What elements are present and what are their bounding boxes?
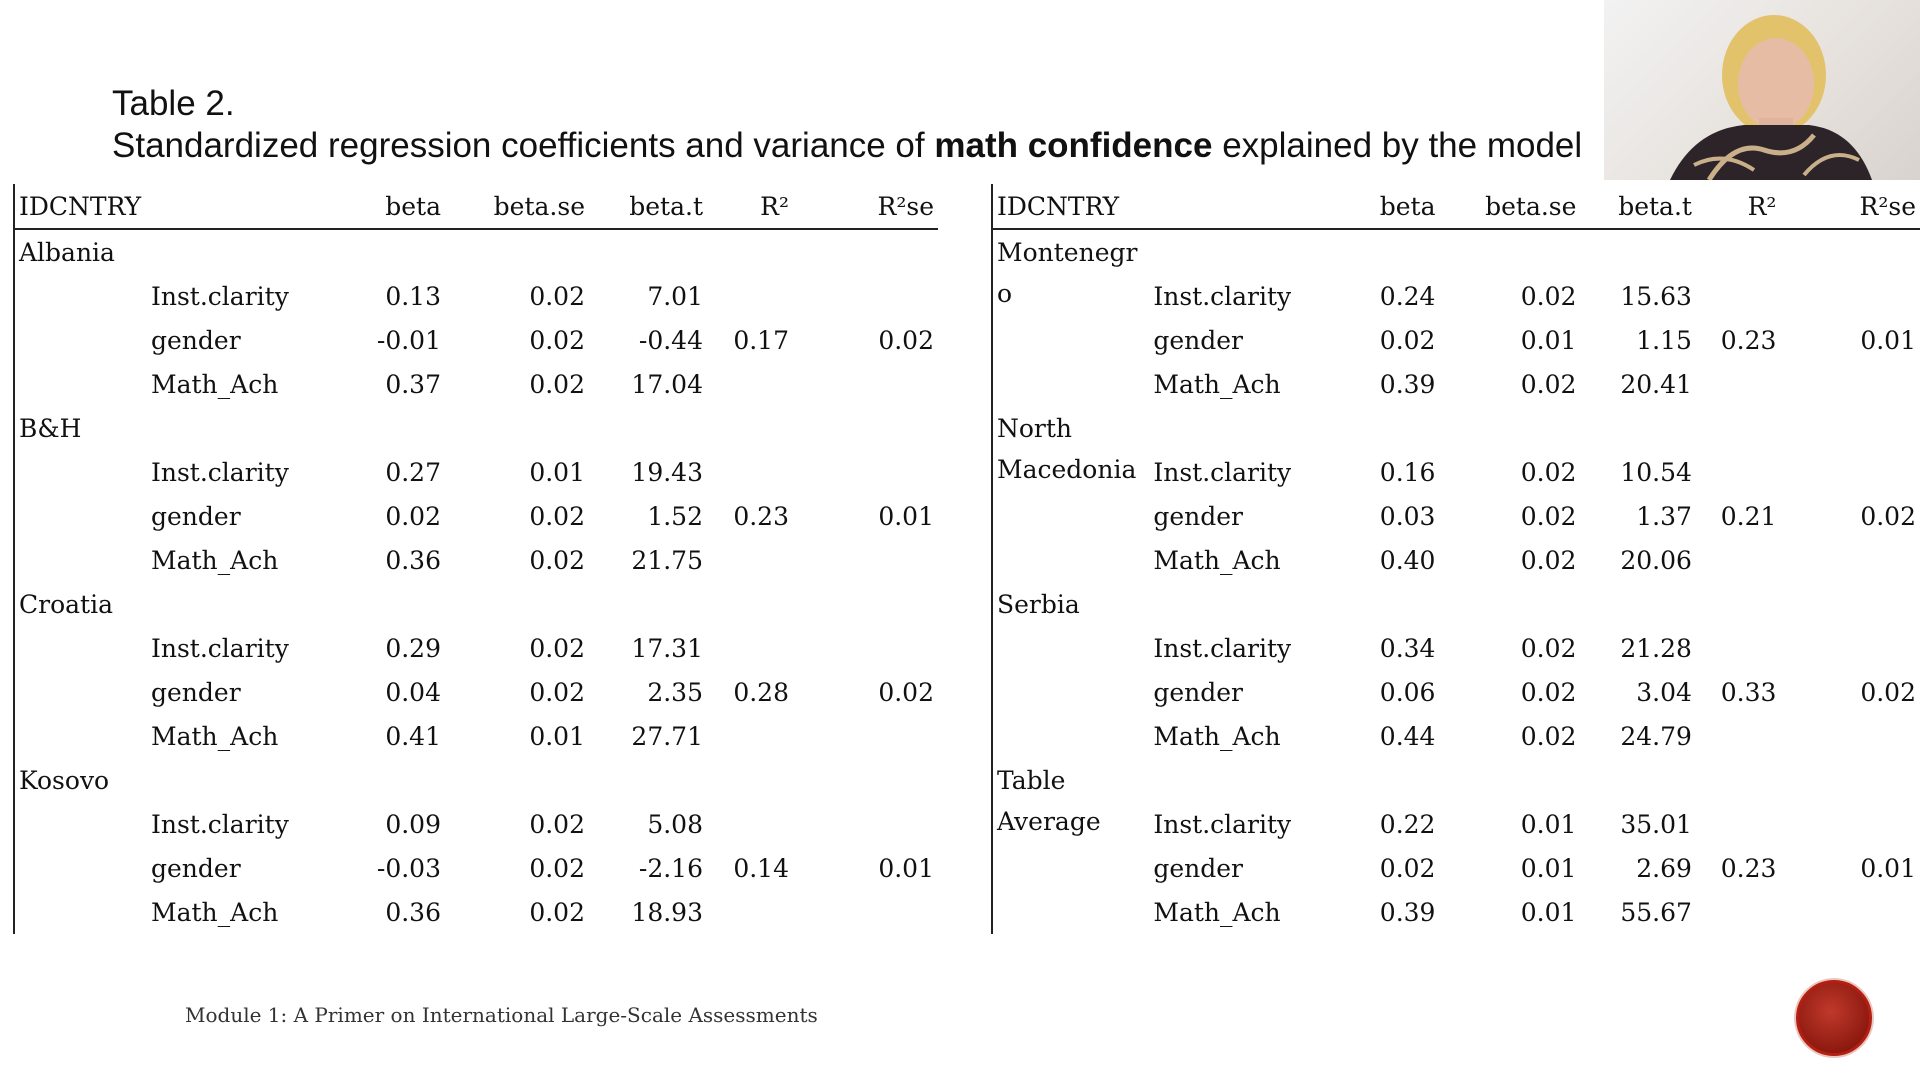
beta-value: 0.36: [385, 545, 441, 575]
header-variable: [147, 184, 327, 229]
variable-name: Math_Ach: [151, 369, 279, 399]
header-beta-se: beta.se: [445, 184, 589, 229]
country-name-continued: Macedonia: [997, 455, 1137, 484]
variable-name: Inst.clarity: [151, 457, 289, 487]
beta-value: 0.02: [385, 501, 441, 531]
r2-value: [1696, 802, 1780, 846]
r2se-value: [793, 626, 938, 670]
r2-value: [1696, 274, 1780, 318]
header-r2se: R²se: [1780, 184, 1920, 229]
beta-t-value: 21.75: [631, 545, 703, 575]
variable-name: Math_Ach: [151, 897, 279, 927]
table-row: [992, 274, 1920, 318]
table-row: [14, 626, 938, 670]
empty-cell: [992, 318, 1149, 362]
footer-module-label: Module 1: A Primer on International Large-Scale Assessments: [185, 1003, 818, 1027]
beta-t-value: 18.93: [631, 897, 703, 927]
beta-t-value: 24.79: [1620, 721, 1692, 751]
table-row: [14, 318, 938, 362]
variable-name: Math_Ach: [1153, 369, 1281, 399]
beta-t-value: -2.16: [638, 853, 703, 883]
beta-t-value: 15.63: [1620, 281, 1692, 311]
beta-value: 0.04: [385, 677, 441, 707]
beta-t-value: 19.43: [631, 457, 703, 487]
beta-t-value: 20.41: [1620, 369, 1692, 399]
subtitle-pre: Standardized regression coefficients and variance of: [112, 126, 935, 165]
beta-se-value: 0.02: [529, 897, 585, 927]
variable-name: Math_Ach: [151, 721, 279, 751]
r2-value: [707, 450, 793, 494]
empty-cell: [14, 538, 147, 582]
beta-se-value: 0.02: [529, 325, 585, 355]
beta-se-value: 0.01: [1520, 325, 1577, 355]
beta-value: 0.16: [1379, 457, 1436, 487]
beta-value: 0.37: [385, 369, 441, 399]
r2se-value: 0.02: [1860, 501, 1916, 531]
empty-cell: [14, 846, 147, 890]
table-row: [992, 494, 1920, 538]
variable-name: Math_Ach: [1153, 721, 1281, 751]
country-row: [992, 758, 1920, 802]
beta-t-value: 20.06: [1620, 545, 1692, 575]
presenter-image: [1604, 0, 1920, 180]
table-header-row: [992, 184, 1920, 229]
beta-value: 0.24: [1379, 281, 1436, 311]
country-name-continued: o: [997, 279, 1013, 308]
beta-t-value: 21.28: [1620, 633, 1692, 663]
variable-name: gender: [151, 677, 241, 707]
header-idcntry: IDCNTRY: [14, 184, 147, 229]
slide-subtitle: [112, 126, 1602, 166]
r2-value: [1696, 538, 1780, 582]
r2se-value: 0.02: [1860, 677, 1916, 707]
beta-t-value: 7.01: [647, 281, 703, 311]
country-name: Montenegr: [997, 237, 1138, 267]
header-beta: beta: [327, 184, 445, 229]
beta-value: 0.39: [1379, 369, 1436, 399]
beta-se-value: 0.02: [529, 281, 585, 311]
beta-se-value: 0.02: [529, 501, 585, 531]
beta-se-value: 0.02: [1520, 369, 1577, 399]
r2-value: [1696, 890, 1780, 934]
beta-se-value: 0.02: [1520, 545, 1577, 575]
r2-value: [1696, 450, 1780, 494]
table-row: [14, 494, 938, 538]
table-row: [992, 538, 1920, 582]
r2se-value: 0.02: [878, 677, 934, 707]
beta-se-value: 0.02: [529, 677, 585, 707]
beta-t-value: -0.44: [638, 325, 703, 355]
r2-value: [707, 274, 793, 318]
country-row: [14, 229, 938, 274]
r2se-value: [1780, 714, 1920, 758]
table-row: [14, 362, 938, 406]
beta-value: 0.39: [1379, 897, 1436, 927]
table-row: [992, 890, 1920, 934]
r2se-value: 0.01: [878, 853, 934, 883]
presenter-webcam-video: [1604, 0, 1920, 180]
beta-value: 0.06: [1379, 677, 1436, 707]
empty-cell: [14, 890, 147, 934]
beta-t-value: 2.35: [647, 677, 703, 707]
empty-cell: [992, 538, 1149, 582]
table-row: [992, 362, 1920, 406]
r2se-value: [1780, 802, 1920, 846]
variable-name: gender: [151, 501, 241, 531]
r2se-value: [793, 538, 938, 582]
country-name: Table: [997, 765, 1066, 795]
empty-cell: [14, 362, 147, 406]
beta-t-value: 3.04: [1636, 677, 1692, 707]
header-r2: R²: [707, 184, 793, 229]
r2-value: 0.14: [733, 853, 789, 883]
header-r2se: R²se: [793, 184, 938, 229]
beta-t-value: 10.54: [1620, 457, 1692, 487]
empty-cell: [992, 494, 1149, 538]
slide-title-label: Table 2.: [112, 84, 235, 123]
variable-name: Inst.clarity: [1153, 281, 1292, 311]
country-name: Albania: [19, 237, 115, 267]
beta-se-value: 0.02: [529, 809, 585, 839]
beta-se-value: 0.01: [1520, 853, 1577, 883]
variable-name: gender: [1153, 501, 1243, 531]
beta-t-value: 1.15: [1636, 325, 1692, 355]
beta-t-value: 1.52: [647, 501, 703, 531]
beta-se-value: 0.02: [1520, 633, 1577, 663]
variable-name: Math_Ach: [1153, 897, 1281, 927]
table-row: [992, 802, 1920, 846]
header-beta-t: beta.t: [1580, 184, 1696, 229]
r2-value: 0.33: [1720, 677, 1777, 707]
beta-se-value: 0.01: [529, 457, 585, 487]
beta-t-value: 2.69: [1636, 853, 1692, 883]
r2se-value: 0.02: [878, 325, 934, 355]
empty-cell: [14, 802, 147, 846]
variable-name: Inst.clarity: [1153, 809, 1292, 839]
variable-name: Inst.clarity: [151, 281, 289, 311]
country-name-continued: Average: [997, 807, 1101, 836]
table-row: [14, 450, 938, 494]
r2-value: [1696, 714, 1780, 758]
empty-cell: [14, 274, 147, 318]
r2-value: 0.23: [733, 501, 789, 531]
table-row: [992, 846, 1920, 890]
r2se-value: [1780, 538, 1920, 582]
beta-se-value: 0.02: [529, 545, 585, 575]
r2se-value: 0.01: [1860, 325, 1916, 355]
beta-se-value: 0.02: [1520, 501, 1577, 531]
country-name: North: [997, 413, 1073, 443]
r2se-value: [1780, 626, 1920, 670]
country-row: [992, 406, 1920, 450]
beta-value: 0.29: [385, 633, 441, 663]
beta-t-value: 55.67: [1620, 897, 1692, 927]
country-name: Croatia: [19, 589, 113, 619]
variable-name: gender: [1153, 677, 1243, 707]
table-row: [992, 626, 1920, 670]
beta-value: -0.03: [376, 853, 441, 883]
beta-value: 0.22: [1379, 809, 1436, 839]
empty-cell: [992, 670, 1149, 714]
r2se-value: [793, 450, 938, 494]
variable-name: Inst.clarity: [151, 633, 289, 663]
r2se-value: [793, 890, 938, 934]
beta-se-value: 0.02: [529, 369, 585, 399]
variable-name: Inst.clarity: [151, 809, 289, 839]
table-row: [992, 670, 1920, 714]
empty-cell: [992, 626, 1149, 670]
empty-cell: [992, 890, 1149, 934]
beta-value: 0.34: [1379, 633, 1436, 663]
table-row: [14, 802, 938, 846]
empty-cell: [14, 450, 147, 494]
r2se-value: [793, 274, 938, 318]
beta-t-value: 35.01: [1620, 809, 1692, 839]
r2-value: [707, 802, 793, 846]
empty-cell: [992, 846, 1149, 890]
beta-t-value: 5.08: [647, 809, 703, 839]
empty-cell: [14, 318, 147, 362]
beta-value: 0.36: [385, 897, 441, 927]
header-idcntry: IDCNTRY: [992, 184, 1149, 229]
beta-se-value: 0.02: [1520, 457, 1577, 487]
beta-value: 0.44: [1379, 721, 1436, 751]
r2se-value: [1780, 890, 1920, 934]
table-row: [992, 714, 1920, 758]
empty-cell: [14, 494, 147, 538]
r2se-value: 0.01: [1860, 853, 1916, 883]
beta-se-value: 0.02: [1520, 281, 1577, 311]
country-name: B&H: [19, 413, 82, 443]
r2se-value: [793, 802, 938, 846]
header-beta-se: beta.se: [1439, 184, 1580, 229]
beta-value: 0.41: [385, 721, 441, 751]
variable-name: Math_Ach: [1153, 545, 1281, 575]
variable-name: gender: [1153, 325, 1243, 355]
r2se-value: [793, 362, 938, 406]
r2-value: [707, 890, 793, 934]
header-r2: R²: [1696, 184, 1780, 229]
beta-se-value: 0.01: [529, 721, 585, 751]
table-row: [14, 538, 938, 582]
table-row: [14, 670, 938, 714]
table-row: [14, 846, 938, 890]
r2se-value: 0.01: [878, 501, 934, 531]
r2-value: 0.23: [1720, 325, 1777, 355]
country-row: [14, 582, 938, 626]
beta-value: 0.09: [385, 809, 441, 839]
r2-value: 0.23: [1720, 853, 1777, 883]
beta-se-value: 0.02: [1520, 721, 1577, 751]
variable-name: Inst.clarity: [1153, 457, 1292, 487]
beta-t-value: 27.71: [631, 721, 703, 751]
variable-name: Inst.clarity: [1153, 633, 1292, 663]
table-header-row: [14, 184, 938, 229]
right-regression-table: [991, 184, 1920, 934]
empty-cell: [14, 670, 147, 714]
country-name: Serbia: [997, 589, 1080, 619]
beta-value: 0.27: [385, 457, 441, 487]
beta-value: 0.13: [385, 281, 441, 311]
left-regression-table: [13, 184, 938, 934]
r2se-value: [1780, 450, 1920, 494]
beta-t-value: 17.04: [631, 369, 703, 399]
r2-value: [1696, 626, 1780, 670]
variable-name: gender: [1153, 853, 1243, 883]
logo-seal: [1796, 980, 1872, 1056]
beta-se-value: 0.02: [1520, 677, 1577, 707]
variable-name: gender: [151, 325, 241, 355]
r2-value: [707, 626, 793, 670]
country-row: [14, 758, 938, 802]
r2-value: 0.21: [1720, 501, 1777, 531]
r2-value: [707, 538, 793, 582]
beta-se-value: 0.01: [1520, 809, 1577, 839]
beta-se-value: 0.02: [529, 633, 585, 663]
beta-se-value: 0.01: [1520, 897, 1577, 927]
r2-value: [707, 362, 793, 406]
beta-t-value: 1.37: [1636, 501, 1692, 531]
country-name: Kosovo: [19, 765, 110, 795]
beta-value: 0.03: [1379, 501, 1436, 531]
beta-t-value: 17.31: [631, 633, 703, 663]
beta-value: -0.01: [376, 325, 441, 355]
r2-value: 0.17: [733, 325, 789, 355]
header-beta-t: beta.t: [589, 184, 707, 229]
empty-cell: [992, 714, 1149, 758]
table-row: [14, 890, 938, 934]
variable-name: gender: [151, 853, 241, 883]
r2se-value: [1780, 274, 1920, 318]
table-row: [992, 450, 1920, 494]
r2-value: 0.28: [733, 677, 789, 707]
empty-cell: [14, 626, 147, 670]
country-row: [992, 229, 1920, 274]
empty-cell: [14, 714, 147, 758]
header-variable: [1149, 184, 1336, 229]
beta-se-value: 0.02: [529, 853, 585, 883]
header-beta: beta: [1336, 184, 1439, 229]
beta-value: 0.02: [1379, 325, 1436, 355]
r2-value: [707, 714, 793, 758]
beta-value: 0.40: [1379, 545, 1436, 575]
r2se-value: [1780, 362, 1920, 406]
table-row: [14, 274, 938, 318]
subtitle-post: explained by the model: [1212, 126, 1583, 165]
country-row: [992, 582, 1920, 626]
r2-value: [1696, 362, 1780, 406]
table-row: [992, 318, 1920, 362]
table-row: [14, 714, 938, 758]
r2se-value: [793, 714, 938, 758]
country-row: [14, 406, 938, 450]
beta-value: 0.02: [1379, 853, 1436, 883]
empty-cell: [992, 362, 1149, 406]
variable-name: Math_Ach: [151, 545, 279, 575]
subtitle-bold: math confidence: [934, 126, 1213, 165]
